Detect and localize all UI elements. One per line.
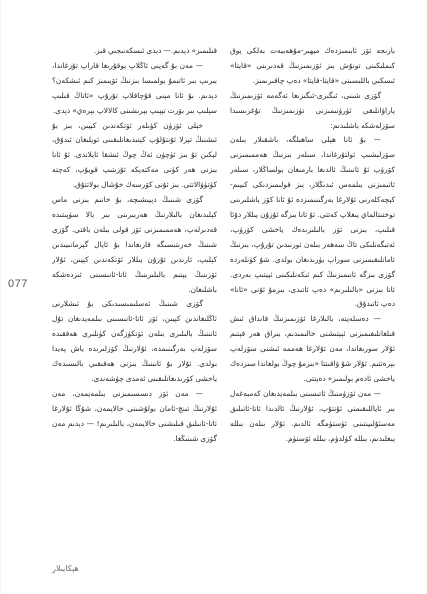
- paragraph: گۆزى شىنىڭ ئەسلىمىسىدىكى بۇ ئىشلارنى ئاڭلىغاندىن كېيىن، ئۆز ئاتا-ئانىسىنى بىلمەيدىغان تۇل ئانىنىڭ بالىلىرى بىلەن ئۆتكۈزگەن كۈنلىرى ھەققىدە سۆزلەپ بەرگىنىمدە، ئۇلارنىڭ كۆزلىرىدە ياش پەيدا بولدى. ئۇلار بۇ ئانىنىڭ بىزنى ھەقىقىي بالىسىدەك ياخشى كۆرىدىغانلىقىنى ئەمدى چۈشەندى.: [52, 299, 217, 383]
- footer-title: ھېكايىلار: [52, 564, 79, 573]
- text-column-left: [52, 44, 217, 558]
- paragraph: گۆزى شىنى، ئىگىزى-ئىگىزىغا ئەگەمە ئۆزىمىزنىڭ ياراۋانلىقى ئۈرۈنىمىزنى تۈزىمىزنىڭ تۇغرىسىدا سۆزلەشكە باشلىدىم:: [230, 90, 395, 130]
- paragraph: قىلىمىز» دېدىم.— دېدى ئىسكەنىجىي قىز.: [93, 46, 217, 55]
- paragraph: — مەن ئۆزۈمنىڭ ئاتىسىنى بىلمەيدىغان كەمبەغەل بىر ئاياللىقىمنى ئۇنتۇپ، ئۇلارنىڭ ئالدىدا ئاتا-ئانىلىق مەسئۇلىيىتىنى ئۈستۈمگە ئالدىم. ئۇلار بىلەن بىللە يىغلىدىم، بىللە كۈلدۈم، بىللە ئۆستۈم.: [230, 388, 395, 443]
- paragraph: — دەسلەپتە، بالىلارغا ئۆزىمىزنىڭ قانداق ئىش قىلغانلىقىمىزنى ئېيتىشنى خالىمىدىم، بىراق ھەر قېتىم ئۇلار سورىغاندا، مەن ئۇلارغا ھەممە ئىشنى سۆزلەپ بېرەتتىم. ئۇلار شۇ ۋاقىتتا «بىزمۇ چوڭ بولغاندا سىزدەك ياخشى ئادەم بولىمىز» دەيتتى.: [230, 314, 395, 383]
- page-footer: [52, 562, 397, 584]
- text-column-right: [230, 44, 395, 558]
- page-margin: [0, 0, 1, 594]
- paragraph: — مەن بۇ گەپنى ئاڭلاپ يوقۇرىغا قاراپ تۇرغاندا، بىرىپ بىر ئاتىمۇ بولمىسا بىزنىڭ ئۆيىمىز كىم ئىشكەن؟ دېدىم. بۇ ئانا مېنى قۇچاقلاپ تۇرۇپ «ئاتاڭ قىلىپ سېلىپ بىر بۆرت تېپىپ بېرىشىنى كالالاپ بېرەي» دېدى.: [52, 60, 217, 115]
- paragraph: گۆزى شىنىڭ دېيىشىچە، بۇ خانىم بىزنى ماس كېلىدىغان بالىلارنىڭ ھەربىرىنى بىر بالا سۈپىتىدە قەدىرلەپ، ھەممىمىزنى ئۆز قولى بىلەن باقتى. گۆزى شىنىڭ خەرىتىسىگە قارىغاندا بۇ ئايال گېرمانىيىدىن كېلىپ، ئارىدىن ئۇزۇن يىللار ئۆتكەندىن كېيىن، ئۇلار ئۆزىنىڭ يېتىم بالىلىرىنىڭ ئاتا-ئانىسىنى ئىزدەشكە باشلىغان.: [52, 195, 217, 294]
- paragraph: — مەن ئۆز دىسسىمىزنى بىلمەيمەن، مەن ئۇلارنىڭ تىنچ-ئامان بولۇشىنى خالايمەن، شۇڭا ئۇلارغا ئاتا-ئانىلىق قىلىشنى خالايمەن، بالىلىرىم! — دېدىم مەن گۆزى شىنىڭغا.: [52, 388, 217, 443]
- paragraph: بارىجە ئۆز ئابىمىزدەك مېھىر-مۇھەببەت بەلكى يوق كىملىكىنى تونۇش بىز ئۆزىمىزنىڭ قەدىرىنى «قايتا» ئىسكىي باللىسىنى «قايتا-قايتا» دەپ چاقىرىمىز.: [230, 46, 395, 85]
- paragraph: — بۇ ئانا ھېلى ساھىلگە، باشقىلار بىلەن سۆزلىشىپ ئولتۇرغاندا، سىلەر بىزنىڭ ھەممىمىزنى كۆرۈپ ئۇ ئانىنىڭ ئالدىغا بارمىغان بولساڭلار، سىلەر ئاتىمىزنى بىلمەس ئىدىڭلار، بىز قولىمىزدىكى كىيىم-كېچەكلەرنى ئۇلارغا بەرگىنىمىزدە ئۇ ئانا كۆز ياشلىرىنى توختىتالماي يىغلاپ كەتتى. ئۇ ئانا بىزگە ئۇزۇن يىللار دۇئا قىلىپ، بىزنى ئۆز بالىلىرىدەك ياخشى كۆرۈپ، ئەتىگەنلىكى تاڭ سەھەر بىلەن ئورنىدىن تۇرۇپ، بىزنىڭ ئامانلىقىمىزنى سوراپ يۈرىدىغان بولدى. شۇ كۈنلەردە گۆزى بىزگە ئانىمىزنىڭ كىم ئىكەنلىكىنى ئېيتىپ بەردى. ئانا بىزنى «بالىلىرىم» دەپ ئاتىدى، بىزمۇ ئۇنى «ئانا» دەپ ئاتىدۇق.: [230, 135, 395, 309]
- page-number: 077: [8, 278, 28, 290]
- paragraph: خېلى ئۆزۈن كۈنلەر ئۆتكەندىن كېيىن، بىز بۇ ئىشنىڭ تېزلا ئۇنتۇلۇپ كېتىدىغانلىقىنى ئويلىغان ئىدۇق، لېكىن ئۇ بىز ئۈچۈن ئەڭ چوڭ ئىشقا ئايلاندى. ئۇ ئانا بىزنى ھەر كۈنى مەكتەپكە ئۇزىتىپ قويۇپ، كەچتە كۈتۈۋالاتتى. بىز ئۇنى كۆرسەك خۇشال بولاتتۇق.: [52, 120, 217, 190]
